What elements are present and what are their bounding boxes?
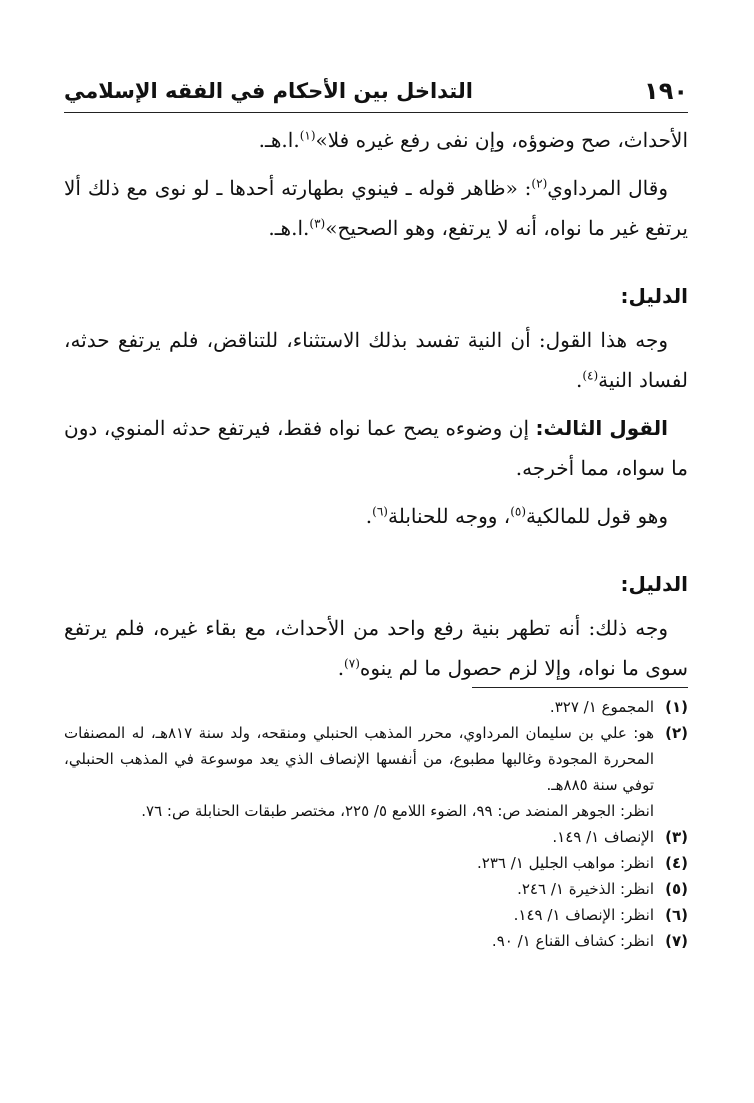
paragraph	[64, 408, 688, 488]
main-text	[64, 120, 688, 696]
footnote-text: انظر: كشاف القناع ١/ ٩٠.	[491, 932, 654, 950]
footnote-text: المجموع ١/ ٣٢٧.	[549, 698, 654, 716]
paragraph-text: .ا.هـ.	[258, 128, 300, 152]
footnote-number: (٧)	[665, 932, 688, 950]
footnote-text: الإنصاف ١/ ١٤٩.	[552, 828, 654, 846]
footnote-number: (٦)	[665, 906, 688, 924]
footnote-ref: (٥)	[510, 504, 527, 519]
footnote-text: انظر: مواهب الجليل ١/ ٢٣٦.	[477, 854, 654, 872]
footnote-number: (٤)	[665, 854, 688, 872]
footnote-ref: (٢)	[531, 176, 548, 191]
footnote	[64, 720, 688, 798]
paragraph-text: : «ظاهر قوله ـ فينوي بطهارته أحدها ـ لو نوى مع ذلك ألا يرتفع غير ما نواه، أنه لا يرتفع، وهو الصحيح»	[64, 176, 688, 240]
footnote-ref: (٣)	[309, 216, 326, 231]
footnote-number: (١)	[665, 698, 688, 716]
footnote	[64, 824, 688, 850]
footnote-number: (٢)	[665, 724, 688, 742]
footnote	[64, 694, 688, 720]
footnote-ref: (٦)	[372, 504, 388, 519]
paragraph-text: .	[337, 656, 345, 680]
paragraph-text: إن وضوءه يصح عما نواه فقط، فيرتفع حدثه المنوي، دون ما سواه، مما أخرجه.	[64, 416, 688, 480]
paragraph-text: .ا.هـ.	[268, 216, 310, 240]
footnote-ref: (١)	[299, 128, 316, 143]
footnote-number: (٥)	[665, 880, 688, 898]
footnote	[64, 928, 688, 954]
section-heading: الدليل:	[620, 284, 688, 308]
footnote	[64, 902, 688, 928]
footnote-ref: (٤)	[582, 368, 599, 383]
paragraph-text: وقال المرداوي	[547, 176, 668, 200]
footnote-continuation: انظر: الجوهر المنضد ص: ٩٩، الضوء اللامع ٥/ ٢٢٥، مختصر طبقات الحنابلة ص: ٧٦.	[141, 802, 654, 820]
footnote	[64, 876, 688, 902]
paragraph-text: وجه ذلك: أنه تطهر بنية رفع واحد من الأحداث، مع بقاء غيره، فلم يرتفع سوى ما نواه، وإلا لزم حصول ما لم ينوه	[64, 616, 688, 680]
footnote-text: انظر: الإنصاف ١/ ١٤٩.	[513, 906, 654, 924]
footnote-text: هو: علي بن سليمان المرداوي، محرر المذهب الحنبلي ومنقحه، ولد سنة ٨١٧هـ، له المصنفات المحررة المجودة وغالبها مطبوع، من أنفسها الإنصاف الذي يعد موسوعة في المذهب الحنبلي، توفي سنة ٨٨٥هـ.	[64, 724, 654, 794]
paragraph	[64, 320, 688, 400]
footnote-text: انظر: الذخيرة ١/ ٢٤٦.	[517, 880, 654, 898]
footnote-ref: (٧)	[344, 656, 360, 671]
paragraph-text: الأحداث، صح وضوؤه، وإن نفى رفع غيره فلا»	[315, 128, 688, 152]
page-number: ١٩٠	[644, 77, 688, 105]
paragraph	[64, 496, 688, 536]
paragraph-text: ، ووجه للحنابلة	[387, 504, 511, 528]
footnotes	[64, 694, 688, 954]
paragraph-text: .	[575, 368, 583, 392]
footnote	[64, 850, 688, 876]
footnote-separator	[472, 687, 688, 688]
paragraph-text: .	[365, 504, 373, 528]
running-title: التداخل بين الأحكام في الفقه الإسلامي	[64, 79, 473, 103]
term-heading: القول الثالث:	[535, 416, 668, 440]
paragraph-text: وجه هذا القول: أن النية تفسد بذلك الاستثناء، للتناقض، فلم يرتفع حدثه، لفساد النية	[64, 328, 688, 392]
page-header	[64, 70, 688, 113]
section-heading: الدليل:	[620, 572, 688, 596]
paragraph-text: وهو قول للمالكية	[526, 504, 668, 528]
paragraph	[64, 168, 688, 248]
paragraph	[64, 120, 688, 160]
paragraph	[64, 608, 688, 688]
footnote-number: (٣)	[665, 828, 688, 846]
